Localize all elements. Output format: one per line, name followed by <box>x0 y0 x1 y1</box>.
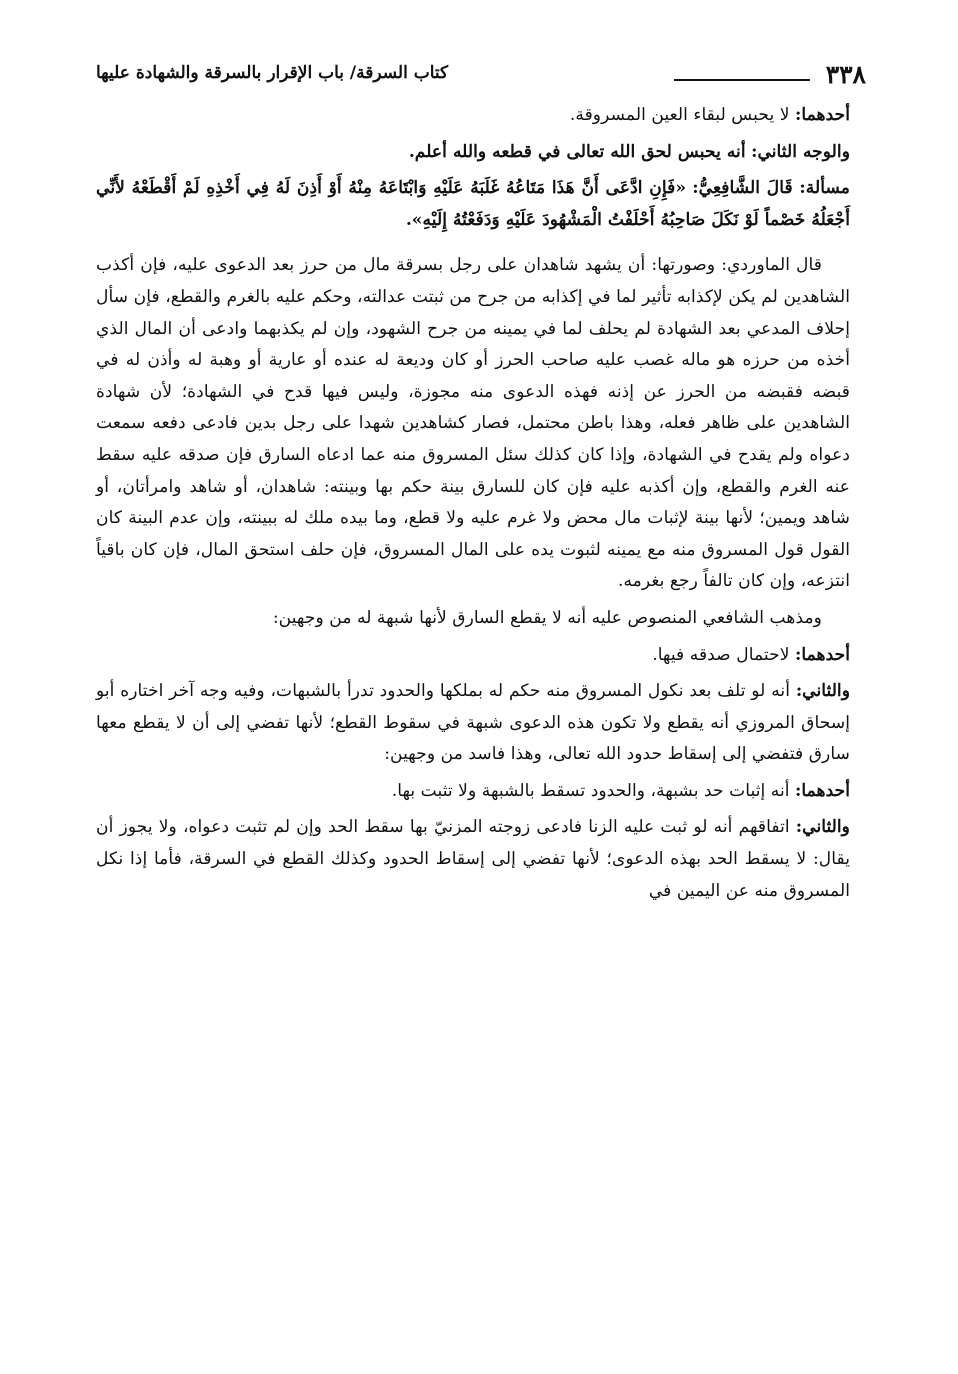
page-number: ٣٣٨ <box>825 60 866 89</box>
paragraph-lead: والوجه الثاني: <box>751 141 850 162</box>
paragraph-text: قال الماوردي: وصورتها: أن يشهد شاهدان على رجل بسرقة مال من حرز بعد الدعوى عليه، فإن أكذب الشاهدين لم يكن لإكذابه تأثير لما في إكذابه من جرح من ثبتت عدالته، وحكم عليه بالغرم والقطع، فإن سأل إحلاف المدعي بعد الشهادة لم يحلف لما في يمينه من جرح الشهود، وإن لم يكذبهما وادعى أن المال الذي أخذه من حرزه هو ماله غصب عليه صاحب الحرز أو كان وديعة له عنده أو عارية أو وهبة له وأذن له في قبضه فقبضه من الحرز عن إذنه فهذه الدعوى منه مجوزة، وليس فيها قدح في الشهادة؛ لأن شهادة الشاهدين على ظاهر فعله، وهذا باطن محتمل، فصار كشاهدين شهدا على رجل بدين فادعى دفعه سمعت دعواه ولم يقدح في الشهادة، وإذا كان كذلك سئل المسروق منه عما ادعاه السارق فإن صدقه عليه سقط عنه الغرم والقطع، وإن أكذبه عليه فإن كان للسارق بينة حكم بها وبينته: شاهدان، أو شاهد وامرأتان، أو شاهد ويمين؛ لأنها بينة لإثبات مال محض ولا غرم عليه ولا قطع، وما بيده ملك له ببينته، وإن عدم البينة كان القول قول المسروق منه مع يمينه لثبوت يده على المال المسروق، فإن حلف استحق المال، فإن كان باقياً انتزعه، وإن كان تالفاً رجع بغرمه. <box>96 255 850 592</box>
paragraph <box>96 603 850 635</box>
shafii-quote: «فَإِنِ ادَّعَى أَنَّ هَذَا مَتَاعُهُ غَلَبَهُ عَلَيْهِ وَابْتَاعَهُ مِنْهُ أَوْ أَذِنَ لَهُ فِي أَخْذِهِ لَمْ أَقْطَعْهُ لأَنِّي أَجْعَلُهُ خَصْماً لَوْ نَكَلَ صَاحِبُهُ أَحْلَفْتُ الْمَشْهُودَ عَلَيْهِ وَدَفَعْتُهُ إِلَيْهِ». <box>96 178 850 230</box>
paragraph-masala <box>96 173 850 236</box>
paragraph-lead: مسألة: قَالَ الشَّافِعِيُّ: <box>692 178 850 199</box>
paragraph-lead: أحدهما: <box>794 644 850 665</box>
running-title: كتاب السرقة/ باب الإقرار بالسرقة والشهادة عليها <box>96 63 449 83</box>
paragraph-text: لاحتمال صدقه فيها. <box>652 644 790 665</box>
header-rule <box>674 79 810 81</box>
paragraph-lead: والثاني: <box>795 681 851 702</box>
paragraph-text: ومذهب الشافعي المنصوص عليه أنه لا يقطع السارق لأنها شبهة له من وجهين: <box>272 607 822 628</box>
paragraph-lead: أحدهما: <box>794 780 850 801</box>
paragraph <box>96 250 850 598</box>
paragraph-text: أنه يحبس لحق الله تعالى في قطعه والله أعلم. <box>408 141 746 162</box>
paragraph-text: أنه لو تلف بعد نكول المسروق منه حكم له بملكها والحدود تدرأ بالشبهات، وفيه وجه آخر اختاره أبو إسحاق المروزي أنه يقطع ولا تكون هذه الدعوى شبهة في سقوط القطع؛ لأنها تفضي إلى أن لا يقطع معها سارق فتفضي إلى إسقاط حدود الله تعالى، وهذا فاسد من وجهين: <box>96 681 850 765</box>
paragraph <box>96 776 850 808</box>
paragraph-text: لا يحبس لبقاء العين المسروقة. <box>569 105 790 125</box>
paragraph-lead: والثاني: <box>795 817 850 838</box>
paragraph <box>96 137 850 169</box>
page-header <box>96 60 866 100</box>
paragraph <box>96 812 850 907</box>
paragraph-text: أنه إثبات حد بشبهة، والحدود تسقط بالشبهة ولا تثبت بها. <box>391 780 790 801</box>
paragraph <box>96 676 850 771</box>
paragraph-lead: أحدهما: <box>794 105 850 125</box>
paragraph <box>96 640 850 672</box>
page-body <box>96 100 850 912</box>
paragraph <box>96 100 850 132</box>
paragraph-text: اتفاقهم أنه لو ثبت عليه الزنا فادعى زوجته المزنيّ بها سقط الحد وإن لم تثبت دعواه، ولا يجوز أن يقال: لا يسقط الحد بهذه الدعوى؛ لأنها تفضي إلى إسقاط الحدود وكذلك القطع في السرقة، فأما إذا نكل المسروق منه عن اليمين في <box>96 817 850 901</box>
